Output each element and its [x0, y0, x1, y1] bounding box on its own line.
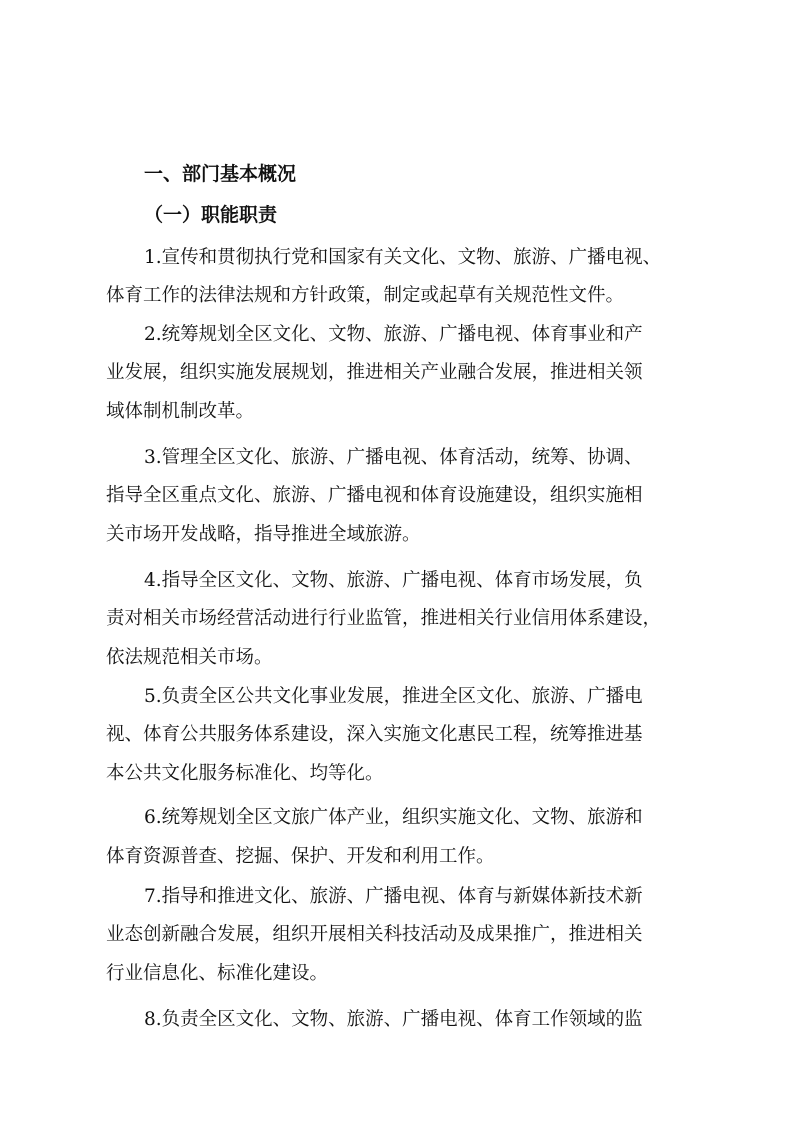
- item-5-line-1: 5.负责全区公共文化事业发展，推进全区文化、旅游、广播电: [144, 686, 643, 707]
- item-7-line-2: 业态创新融合发展，组织开展相关科技活动及成果推广，推进相关: [106, 924, 643, 945]
- item-4-line-1: 4.指导全区文化、文物、旅游、广播电视、体育市场发展，负: [144, 570, 643, 591]
- item-4-line-3: 依法规范相关市场。: [106, 647, 273, 668]
- item-3-line-2: 指导全区重点文化、旅游、广播电视和体育设施建设，组织实施相: [106, 485, 643, 506]
- item-7-line-3: 行业信息化、标准化建设。: [106, 963, 329, 984]
- item-6-line-1: 6.统筹规划全区文旅广体产业，组织实施文化、文物、旅游和: [144, 807, 643, 828]
- item-2-line-2: 业发展，组织实施发展规划，推进相关产业融合发展，推进相关领: [106, 362, 643, 383]
- item-6-line-2: 体育资源普查、挖掘、保护、开发和利用工作。: [106, 846, 495, 867]
- section-heading-1: 一、部门基本概况: [144, 163, 297, 185]
- item-2-line-3: 域体制机制改革。: [106, 401, 255, 422]
- item-8-line-1: 8.负责全区文化、文物、旅游、广播电视、体育工作领域的监: [144, 1009, 643, 1030]
- section-heading-2: （一）职能职责: [144, 204, 278, 226]
- item-3-line-3: 关市场开发战略，指导推进全域旅游。: [106, 524, 421, 545]
- item-5-line-3: 本公共文化服务标准化、均等化。: [106, 763, 384, 784]
- item-2-line-1: 2.统筹规划全区文化、文物、旅游、广播电视、体育事业和产: [144, 324, 643, 345]
- item-5-line-2: 视、体育公共服务体系建设，深入实施文化惠民工程，统筹推进基: [106, 724, 643, 745]
- item-4-line-2: 责对相关市场经营活动进行行业监管，推进相关行业信用体系建设，: [106, 608, 662, 629]
- item-7-line-1: 7.指导和推进文化、旅游、广播电视、体育与新媒体新技术新: [144, 886, 643, 907]
- item-1-line-1: 1.宣传和贯彻执行党和国家有关文化、文物、旅游、广播电视、: [144, 247, 662, 268]
- item-3-line-1: 3.管理全区文化、旅游、广播电视、体育活动，统筹、协调、: [144, 447, 643, 468]
- item-1-line-2: 体育工作的法律法规和方针政策，制定或起草有关规范性文件。: [106, 285, 625, 306]
